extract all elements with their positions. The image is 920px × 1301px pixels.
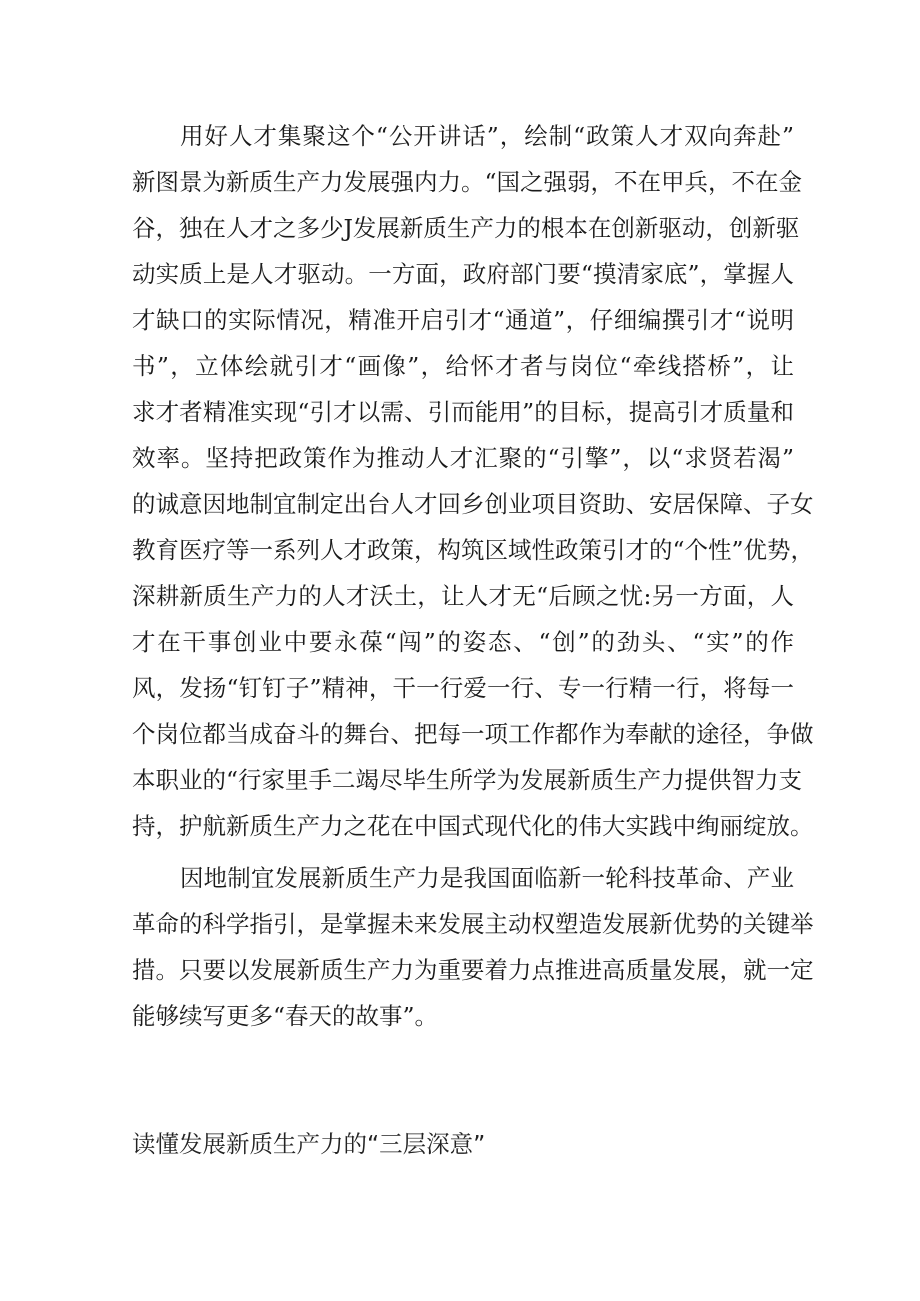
paragraph-line: 的诚意因地制宜制定出台人才回乡创业项目资助、安居保障、子女: [132, 490, 814, 518]
paragraph-line: 才在干事创业中要永葆“闯”的姿态、“创”的劲头、“实”的作: [132, 628, 794, 656]
paragraph-line: 谷，独在人才之多少J发展新质生产力的根本在创新驱动，创新驱: [132, 214, 800, 242]
paragraph-line: 效率。坚持把政策作为推动人才汇聚的“引擎”，以“求贤若渴”: [132, 444, 794, 472]
paragraph-line: 教育医疗等一系列人才政策，构筑区域性政策引才的“个性”优势，: [132, 536, 815, 564]
paragraph-line: 个岗位都当成奋斗的舞台、把每一项工作都作为奉献的途径，争做: [132, 720, 814, 748]
paragraph-line: 书”，立体绘就引才“画像”，给怀才者与岗位“牵线搭桥”，让: [132, 352, 794, 380]
paragraph-line: 本职业的“行家里手二竭尽毕生所学为发展新质生产力提供智力支: [132, 766, 803, 794]
paragraph-line: 因地制宜发展新质生产力是我国面临新一轮科技革命、产业: [180, 864, 794, 892]
paragraph-line: 风，发扬“钉钉子”精神，干一行爱一行、专一行精一行，将每一: [132, 674, 794, 702]
paragraph-line: 措。只要以发展新质生产力为重要着力点推进高质量发展，就一定: [132, 956, 814, 984]
section-heading: 读懂发展新质生产力的“三层深意”: [132, 1130, 486, 1158]
paragraph-line: 动实质上是人才驱动。一方面，政府部门要“摸清家底”，掌握人: [132, 260, 794, 288]
paragraph-line: 能够续写更多“春天的故事”。: [132, 1002, 439, 1030]
paragraph-line: 新图景为新质生产力发展强内力。“国之强弱，不在甲兵，不在金: [132, 168, 803, 196]
paragraph-line: 持，护航新质生产力之花在中国式现代化的伟大实践中绚丽绽放。: [132, 812, 814, 840]
paragraph-line: 才缺口的实际情况，精准开启引才“通道”，仔细编撰引才“说明: [132, 306, 794, 334]
paragraph-line: 用好人才集聚这个“公开讲话”，绘制“政策人才双向奔赴”: [180, 122, 794, 150]
paragraph-line: 深耕新质生产力的人才沃土，让人才无“后顾之忧:另一方面，人: [132, 582, 794, 610]
paragraph-line: 革命的科学指引，是掌握未来发展主动权塑造发展新优势的关键举: [132, 910, 814, 938]
paragraph-line: 求才者精准实现“引才以需、引而能用”的目标，提高引才质量和: [132, 398, 794, 426]
